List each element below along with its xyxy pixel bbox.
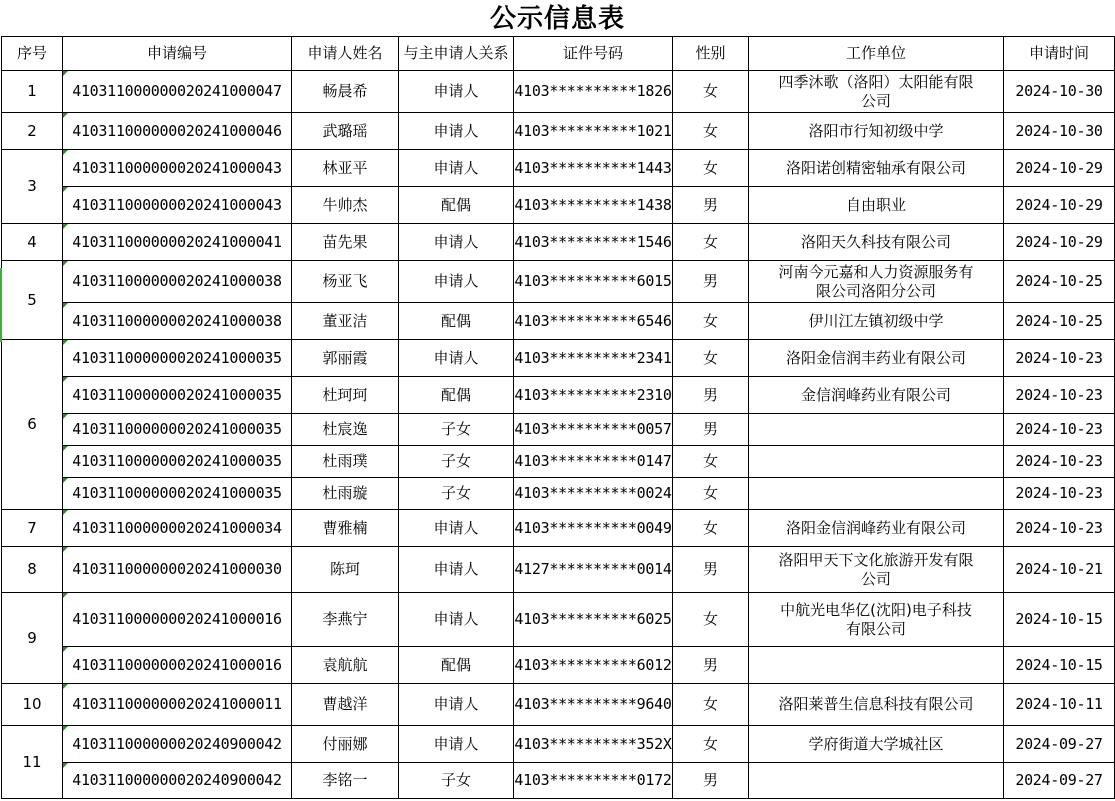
work-unit-text: 洛阳诺创精密轴承有限公司 <box>785 158 966 177</box>
cell-id-no: 4103**********2310 <box>514 377 673 414</box>
work-unit-text: 洛阳莱普生信息科技有限公司 <box>778 695 974 713</box>
header-app-no: 申请编号 <box>63 37 292 71</box>
cell-work-unit <box>749 261 1004 303</box>
cell-app-no: 410311000000020241000011 <box>63 684 292 726</box>
cell-relation: 配偶 <box>399 303 514 340</box>
table-row <box>2 224 1115 261</box>
work-unit-text: 洛阳金信润丰药业有限公司 <box>785 348 966 367</box>
cell-date: 2024-10-23 <box>1004 446 1115 478</box>
cell-work-unit <box>749 510 1004 547</box>
cell-app-no: 410311000000020241000043 <box>63 187 292 224</box>
cell-seq: 7 <box>2 510 63 547</box>
cell-relation: 申请人 <box>399 113 514 150</box>
cell-work-unit <box>749 224 1004 261</box>
work-unit-text: 洛阳甲天下文化旅游开发有限公司 <box>778 550 974 588</box>
cell-date: 2024-10-25 <box>1004 303 1115 340</box>
cell-date: 2024-10-30 <box>1004 71 1115 113</box>
cell-relation: 申请人 <box>399 340 514 377</box>
header-gender: 性别 <box>673 37 749 71</box>
cell-relation: 申请人 <box>399 71 514 113</box>
cell-seq: 10 <box>2 684 63 726</box>
cell-id-no: 4103**********1546 <box>514 224 673 261</box>
cell-app-no: 410311000000020241000016 <box>63 647 292 684</box>
table-row <box>2 593 1115 647</box>
header-row <box>2 37 1115 71</box>
cell-work-unit <box>749 478 1004 510</box>
cell-gender: 男 <box>673 763 749 799</box>
cell-name: 杨亚飞 <box>292 261 399 303</box>
cell-id-no: 4103**********6012 <box>514 647 673 684</box>
work-unit-text: 洛阳金信润峰药业有限公司 <box>785 518 966 537</box>
cell-work-unit <box>749 71 1004 113</box>
cell-app-no: 410311000000020241000047 <box>63 71 292 113</box>
cell-app-no: 410311000000020241000035 <box>63 414 292 446</box>
cell-id-no: 4103**********0049 <box>514 510 673 547</box>
work-unit-text: 洛阳市行知初级中学 <box>808 121 944 140</box>
cell-id-no: 4103**********0147 <box>514 446 673 478</box>
cell-relation: 申请人 <box>399 726 514 763</box>
cell-work-unit <box>749 684 1004 726</box>
cell-date: 2024-10-15 <box>1004 647 1115 684</box>
cell-work-unit <box>749 113 1004 150</box>
work-unit-text: 中航光电华亿(沈阳)电子科技有限公司 <box>780 600 972 638</box>
header-relation: 与主申请人关系 <box>399 37 514 71</box>
selection-indicator <box>0 268 2 342</box>
cell-work-unit <box>749 547 1004 593</box>
cell-date: 2024-10-25 <box>1004 261 1115 303</box>
cell-relation: 申请人 <box>399 261 514 303</box>
cell-work-unit <box>749 446 1004 478</box>
cell-seq: 2 <box>2 113 63 150</box>
cell-seq: 9 <box>2 593 63 684</box>
cell-relation: 配偶 <box>399 647 514 684</box>
cell-work-unit <box>749 150 1004 187</box>
work-unit-text: 金信润峰药业有限公司 <box>800 385 951 404</box>
cell-id-no: 4127**********0014 <box>514 547 673 593</box>
cell-relation: 子女 <box>399 446 514 478</box>
cell-date: 2024-10-23 <box>1004 340 1115 377</box>
cell-seq: 3 <box>2 150 63 224</box>
cell-app-no: 410311000000020241000035 <box>63 377 292 414</box>
cell-seq: 8 <box>2 547 63 593</box>
header-name: 申请人姓名 <box>292 37 399 71</box>
work-unit-text: 洛阳天久科技有限公司 <box>800 232 951 251</box>
cell-gender: 女 <box>673 150 749 187</box>
cell-date: 2024-10-11 <box>1004 684 1115 726</box>
table-row <box>2 446 1115 478</box>
cell-gender: 女 <box>673 113 749 150</box>
cell-work-unit <box>749 377 1004 414</box>
cell-name: 李燕宁 <box>292 593 399 647</box>
cell-gender: 女 <box>673 71 749 113</box>
cell-name: 杜雨璞 <box>292 446 399 478</box>
cell-date: 2024-10-23 <box>1004 414 1115 446</box>
cell-app-no: 410311000000020241000038 <box>63 261 292 303</box>
cell-id-no: 4103**********1826 <box>514 71 673 113</box>
cell-id-no: 4103**********2341 <box>514 340 673 377</box>
work-unit-text: 自由职业 <box>845 195 906 214</box>
cell-app-no: 410311000000020240900042 <box>63 763 292 799</box>
cell-name: 苗先果 <box>292 224 399 261</box>
cell-work-unit <box>749 303 1004 340</box>
cell-gender: 女 <box>673 303 749 340</box>
cell-gender: 男 <box>673 377 749 414</box>
cell-date: 2024-10-21 <box>1004 547 1115 593</box>
cell-id-no: 4103**********0172 <box>514 763 673 799</box>
cell-gender: 女 <box>673 593 749 647</box>
table-row <box>2 261 1115 303</box>
cell-name: 曹雅楠 <box>292 510 399 547</box>
cell-gender: 女 <box>673 478 749 510</box>
work-unit-text: 伊川江左镇初级中学 <box>808 311 944 330</box>
cell-date: 2024-09-27 <box>1004 763 1115 799</box>
cell-name: 郭丽霞 <box>292 340 399 377</box>
table-row <box>2 113 1115 150</box>
cell-id-no: 4103**********0057 <box>514 414 673 446</box>
table-row <box>2 71 1115 113</box>
cell-work-unit <box>749 414 1004 446</box>
cell-gender: 女 <box>673 224 749 261</box>
table-row <box>2 478 1115 510</box>
cell-name: 牛帅杰 <box>292 187 399 224</box>
cell-name: 陈珂 <box>292 547 399 593</box>
cell-work-unit <box>749 340 1004 377</box>
cell-relation: 申请人 <box>399 224 514 261</box>
cell-work-unit <box>749 763 1004 799</box>
cell-app-no: 410311000000020241000041 <box>63 224 292 261</box>
cell-work-unit <box>749 187 1004 224</box>
header-seq: 序号 <box>2 37 63 71</box>
cell-name: 付丽娜 <box>292 726 399 763</box>
cell-relation: 子女 <box>399 414 514 446</box>
cell-id-no: 4103**********352X <box>514 726 673 763</box>
cell-name: 杜宸逸 <box>292 414 399 446</box>
cell-gender: 男 <box>673 414 749 446</box>
table-row <box>2 684 1115 726</box>
table-row <box>2 726 1115 763</box>
cell-relation: 子女 <box>399 478 514 510</box>
cell-name: 杜珂珂 <box>292 377 399 414</box>
cell-seq: 11 <box>2 726 63 799</box>
cell-gender: 男 <box>673 261 749 303</box>
cell-date: 2024-10-23 <box>1004 377 1115 414</box>
cell-seq: 5 <box>2 261 63 340</box>
work-unit-text: 学府街道大学城社区 <box>808 734 944 753</box>
cell-name: 畅晨希 <box>292 71 399 113</box>
cell-id-no: 4103**********6025 <box>514 593 673 647</box>
work-unit-text: 四季沐歌（洛阳）太阳能有限公司 <box>778 72 974 110</box>
cell-app-no: 410311000000020241000038 <box>63 303 292 340</box>
work-unit-text: 河南今元嘉和人力资源服务有限公司洛阳分公司 <box>778 262 974 300</box>
cell-id-no: 4103**********1438 <box>514 187 673 224</box>
cell-app-no: 410311000000020241000035 <box>63 340 292 377</box>
cell-seq: 4 <box>2 224 63 261</box>
cell-work-unit <box>749 593 1004 647</box>
cell-gender: 女 <box>673 510 749 547</box>
table-row <box>2 150 1115 187</box>
cell-relation: 配偶 <box>399 187 514 224</box>
cell-gender: 女 <box>673 446 749 478</box>
cell-date: 2024-09-27 <box>1004 726 1115 763</box>
cell-name: 武璐瑶 <box>292 113 399 150</box>
table-row <box>2 414 1115 446</box>
cell-relation: 申请人 <box>399 150 514 187</box>
cell-app-no: 410311000000020240900042 <box>63 726 292 763</box>
cell-gender: 女 <box>673 726 749 763</box>
cell-app-no: 410311000000020241000046 <box>63 113 292 150</box>
cell-app-no: 410311000000020241000035 <box>63 478 292 510</box>
cell-gender: 男 <box>673 647 749 684</box>
cell-seq: 6 <box>2 340 63 510</box>
table-row <box>2 340 1115 377</box>
table-row <box>2 547 1115 593</box>
cell-date: 2024-10-15 <box>1004 593 1115 647</box>
cell-gender: 女 <box>673 684 749 726</box>
cell-name: 袁航航 <box>292 647 399 684</box>
cell-app-no: 410311000000020241000034 <box>63 510 292 547</box>
cell-relation: 子女 <box>399 763 514 799</box>
cell-id-no: 4103**********6015 <box>514 261 673 303</box>
cell-work-unit <box>749 726 1004 763</box>
cell-seq: 1 <box>2 71 63 113</box>
public-info-table <box>1 36 1115 799</box>
table-row <box>2 303 1115 340</box>
cell-name: 杜雨璇 <box>292 478 399 510</box>
cell-gender: 女 <box>673 340 749 377</box>
cell-app-no: 410311000000020241000016 <box>63 593 292 647</box>
cell-app-no: 410311000000020241000043 <box>63 150 292 187</box>
cell-relation: 配偶 <box>399 377 514 414</box>
table-row <box>2 187 1115 224</box>
cell-app-no: 410311000000020241000035 <box>63 446 292 478</box>
header-id-no: 证件号码 <box>514 37 673 71</box>
cell-gender: 男 <box>673 187 749 224</box>
cell-app-no: 410311000000020241000030 <box>63 547 292 593</box>
cell-id-no: 4103**********1443 <box>514 150 673 187</box>
cell-date: 2024-10-29 <box>1004 187 1115 224</box>
cell-date: 2024-10-30 <box>1004 113 1115 150</box>
cell-name: 董亚洁 <box>292 303 399 340</box>
cell-date: 2024-10-29 <box>1004 150 1115 187</box>
page-title: 公示信息表 <box>489 4 625 34</box>
table-row <box>2 647 1115 684</box>
cell-id-no: 4103**********0024 <box>514 478 673 510</box>
cell-date: 2024-10-23 <box>1004 478 1115 510</box>
header-work-unit: 工作单位 <box>749 37 1004 71</box>
cell-work-unit <box>749 647 1004 684</box>
cell-date: 2024-10-29 <box>1004 224 1115 261</box>
cell-id-no: 4103**********6546 <box>514 303 673 340</box>
cell-gender: 男 <box>673 547 749 593</box>
cell-name: 林亚平 <box>292 150 399 187</box>
cell-name: 李铭一 <box>292 763 399 799</box>
cell-relation: 申请人 <box>399 593 514 647</box>
table-row <box>2 510 1115 547</box>
cell-name: 曹越洋 <box>292 684 399 726</box>
header-date: 申请时间 <box>1004 37 1115 71</box>
cell-relation: 申请人 <box>399 510 514 547</box>
cell-date: 2024-10-23 <box>1004 510 1115 547</box>
cell-relation: 申请人 <box>399 684 514 726</box>
table-row <box>2 763 1115 799</box>
cell-id-no: 4103**********9640 <box>514 684 673 726</box>
cell-relation: 申请人 <box>399 547 514 593</box>
table-row <box>2 377 1115 414</box>
cell-id-no: 4103**********1021 <box>514 113 673 150</box>
